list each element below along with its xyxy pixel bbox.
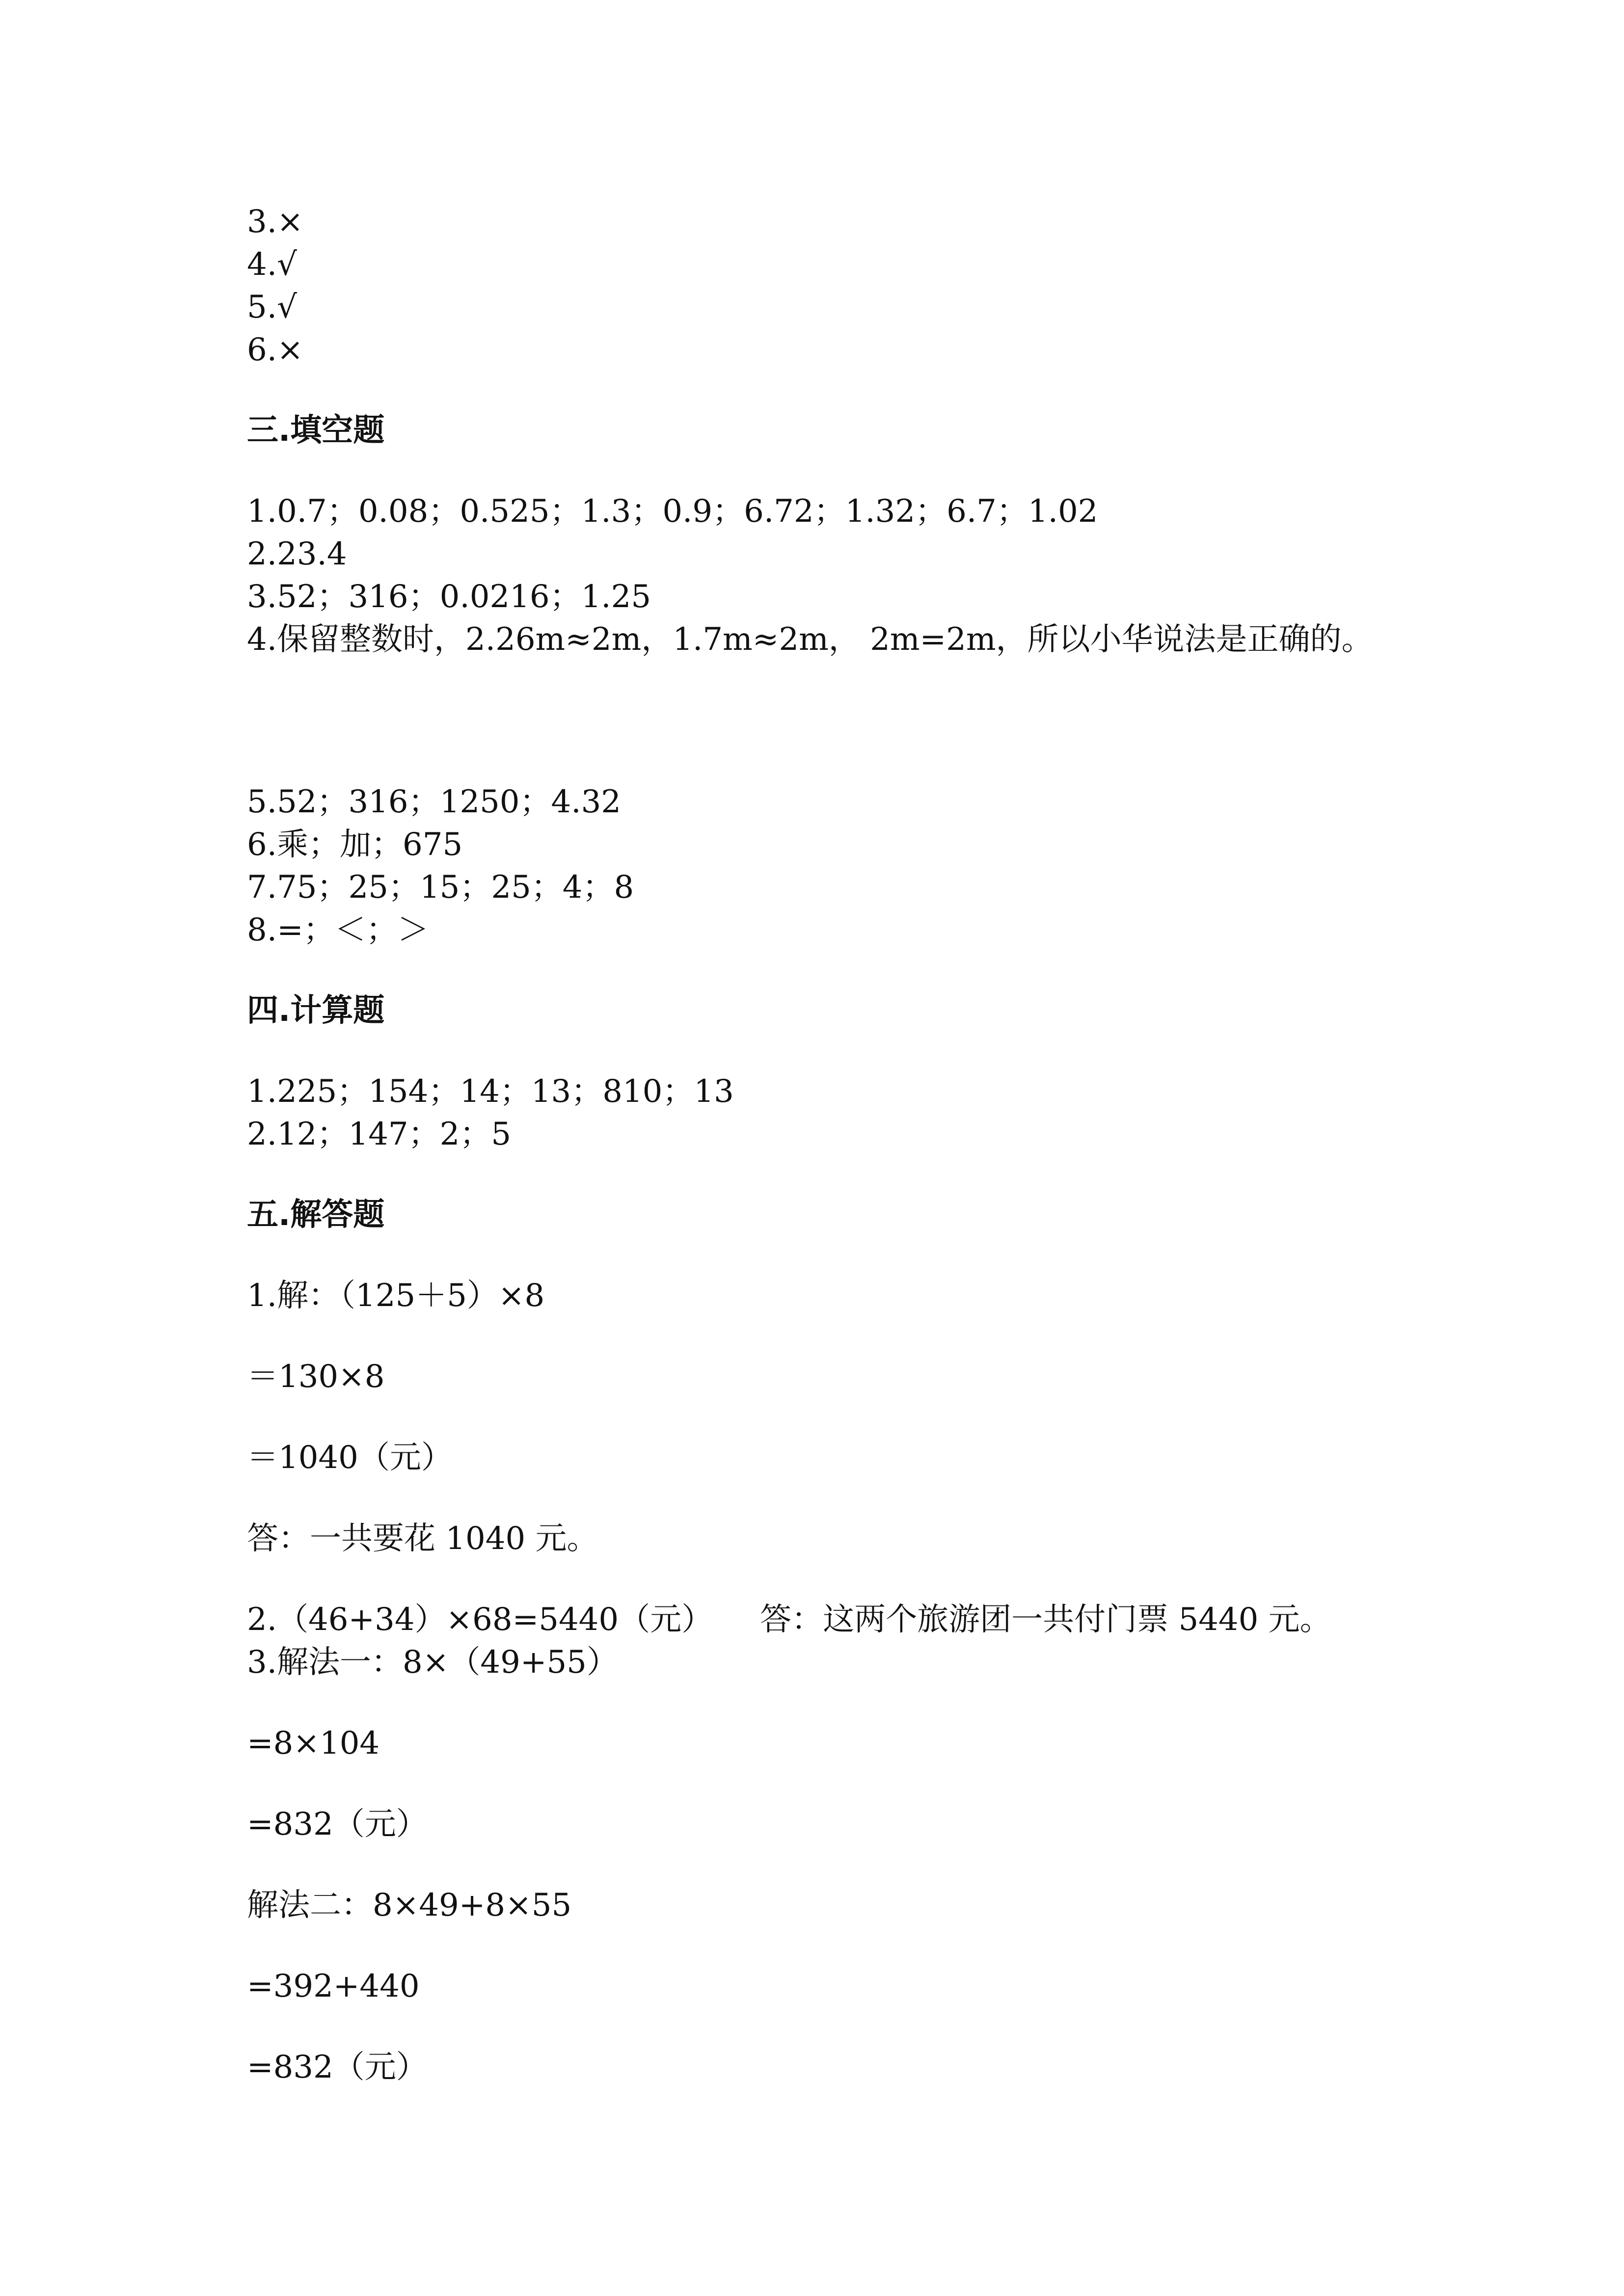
- answer-q1-conclusion: 答：一共要花 1040 元。: [247, 1521, 598, 1557]
- answer-q1-line-2: ＝130×8: [247, 1359, 385, 1395]
- answer-q3-line-6: =832（元）: [247, 2049, 428, 2085]
- answer-q3-line-2: =8×104: [247, 1725, 380, 1762]
- answer-q2: 2.（46+34）×68=5440（元） 答：这两个旅游团一共付门票 5440 元。: [247, 1602, 1331, 1638]
- fill-blank-item-4: 4.保留整数时，2.26m≈2m，1.7m≈2m， 2m=2m，所以小华说法是正确的。: [247, 621, 1373, 658]
- fill-blank-item-2: 2.23.4: [247, 536, 347, 572]
- judgement-item-6: 6.×: [247, 332, 303, 368]
- fill-blank-item-3: 3.52；316；0.0216；1.25: [247, 579, 651, 615]
- answer-q3-line-5: =392+440: [247, 1968, 420, 2004]
- answer-q3-line-4: 解法二：8×49+8×55: [247, 1887, 572, 1923]
- fill-blank-item-8: 8.=；＜；＞: [247, 912, 429, 948]
- fill-blank-item-5: 5.52；316；1250；4.32: [247, 784, 622, 820]
- answer-q1-line-1: 1.解：（125＋5）×8: [247, 1278, 545, 1314]
- judgement-item-3: 3.×: [247, 204, 303, 240]
- calculation-item-2: 2.12；147；2；5: [247, 1116, 512, 1152]
- judgement-item-5: 5.√: [247, 289, 297, 325]
- section-title-fill-blank: 三.填空题: [247, 412, 385, 449]
- fill-blank-item-7: 7.75；25；15；25；4；8: [247, 869, 634, 906]
- answer-q3-line-1: 3.解法一：8×（49+55）: [247, 1644, 618, 1681]
- calculation-item-1: 1.225；154；14；13；810；13: [247, 1073, 734, 1110]
- fill-blank-item-6: 6.乘；加；675: [247, 827, 463, 863]
- answer-q1-line-3: ＝1040（元）: [247, 1440, 453, 1476]
- answer-q3-line-3: =832（元）: [247, 1806, 428, 1842]
- fill-blank-item-1: 1.0.7；0.08；0.525；1.3；0.9；6.72；1.32；6.7；1.02: [247, 493, 1098, 530]
- judgement-item-4: 4.√: [247, 246, 297, 283]
- section-title-calculation: 四.计算题: [247, 992, 385, 1029]
- section-title-answers: 五.解答题: [247, 1197, 385, 1233]
